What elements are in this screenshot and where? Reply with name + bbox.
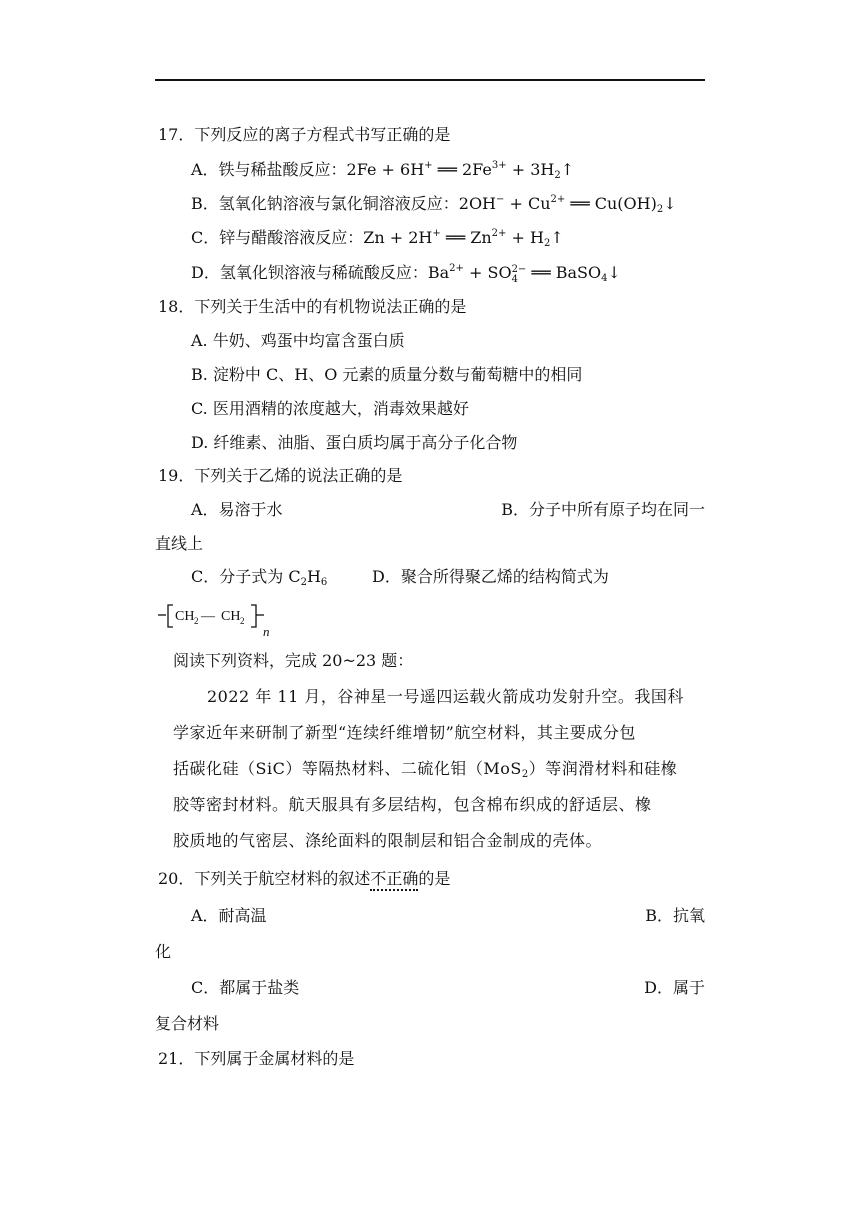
formula-n: n xyxy=(263,624,270,639)
header-rule xyxy=(155,79,705,81)
q19-option-b-continued: 直线上 xyxy=(155,534,204,553)
formula-right-sub: 2 xyxy=(240,616,245,626)
reading-line-4: 胶等密封材料。航天服具有多层结构，包含棉布织成的舒适层、橡 xyxy=(173,795,652,814)
q20-option-b: B．抗氧 xyxy=(645,906,705,925)
q20-option-b-continued: 化 xyxy=(155,942,172,961)
q17-option-a: A．铁与稀盐酸反应：2Fe + 6H+ ══ $2Fe^{3+}$ + $3H_2↑$ xyxy=(191,160,575,181)
q19-stem: 19．下列关于乙烯的说法正确的是 xyxy=(158,466,403,485)
q17-stem: 17．下列反应的离子方程式书写正确的是 xyxy=(158,125,451,144)
formula-right-group: CH xyxy=(221,609,241,624)
formula-left-group: CH xyxy=(175,609,195,624)
emphasis-not-correct: 不正确 xyxy=(370,869,418,891)
reading-line-2: 学家近年来研制了新型“连续纤维增韧”航空材料，其主要成分包 xyxy=(173,723,636,742)
q19-option-c: C．分子式为 $C_2H_6$ xyxy=(191,567,328,588)
q17-option-d: D．氢氧化钡溶液与稀硫酸反应：$Ba^{2+}$ + SO 2− 4 ══ BaSO$_4$↓ xyxy=(191,263,621,285)
formula-bond: — xyxy=(201,609,215,624)
q20-option-c: C．都属于盐类 xyxy=(191,978,300,997)
reading-line-5: 胶质地的气密层、涤纶面料的限制层和铝合金制成的壳体。 xyxy=(173,831,603,850)
q19-option-b: B．分子中所有原子均在同一 xyxy=(501,500,705,519)
q19-option-d: D．聚合所得聚乙烯的结构简式为 xyxy=(372,567,609,586)
q20-stem: 20．下列关于航空材料的叙述不正确的是 xyxy=(158,868,450,890)
q18-option-c: C. 医用酒精的浓度越大，消毒效果越好 xyxy=(191,399,469,418)
q18-option-b: B. 淀粉中 C、H、O 元素的质量分数与葡萄糖中的相同 xyxy=(191,365,583,384)
q17-option-b: B．氢氧化钠溶液与氯化铜溶液反应：$2OH^- + Cu^{2+}$ ══ $Cu(OH)_2↓$ xyxy=(191,194,677,215)
q19-option-a: A．易溶于水 xyxy=(191,500,283,519)
reading-line-1: 2022 年 11 月，谷神星一号遥四运载火箭成功发射升空。我国科 xyxy=(207,687,684,706)
q20-option-d: D．属于 xyxy=(644,978,705,997)
q18-stem: 18．下列关于生活中的有机物说法正确的是 xyxy=(158,297,467,316)
q20-option-a: A．耐高温 xyxy=(191,906,267,925)
polyethylene-formula xyxy=(158,598,288,640)
q17-option-c: C．锌与醋酸溶液反应：Zn + 2H+ ══ $Zn^{2+}$ + $H_2↑$ xyxy=(191,228,564,249)
q21-stem: 21．下列属于金属材料的是 xyxy=(158,1049,355,1068)
reading-intro: 阅读下列资料，完成 20~23 题： xyxy=(173,651,414,670)
reading-line-3: 括碳化硅（SiC）等隔热材料、二硫化钼（MoS$_2$）等润滑材料和硅橡 xyxy=(173,759,678,780)
q18-option-a: A. 牛奶、鸡蛋中均富含蛋白质 xyxy=(191,331,405,350)
q18-option-d: D. 纤维素、油脂、蛋白质均属于高分子化合物 xyxy=(191,433,518,452)
sulfate-charge: 2− 4 xyxy=(511,264,527,285)
q20-option-d-continued: 复合材料 xyxy=(155,1014,220,1033)
formula-left-sub: 2 xyxy=(194,616,199,626)
